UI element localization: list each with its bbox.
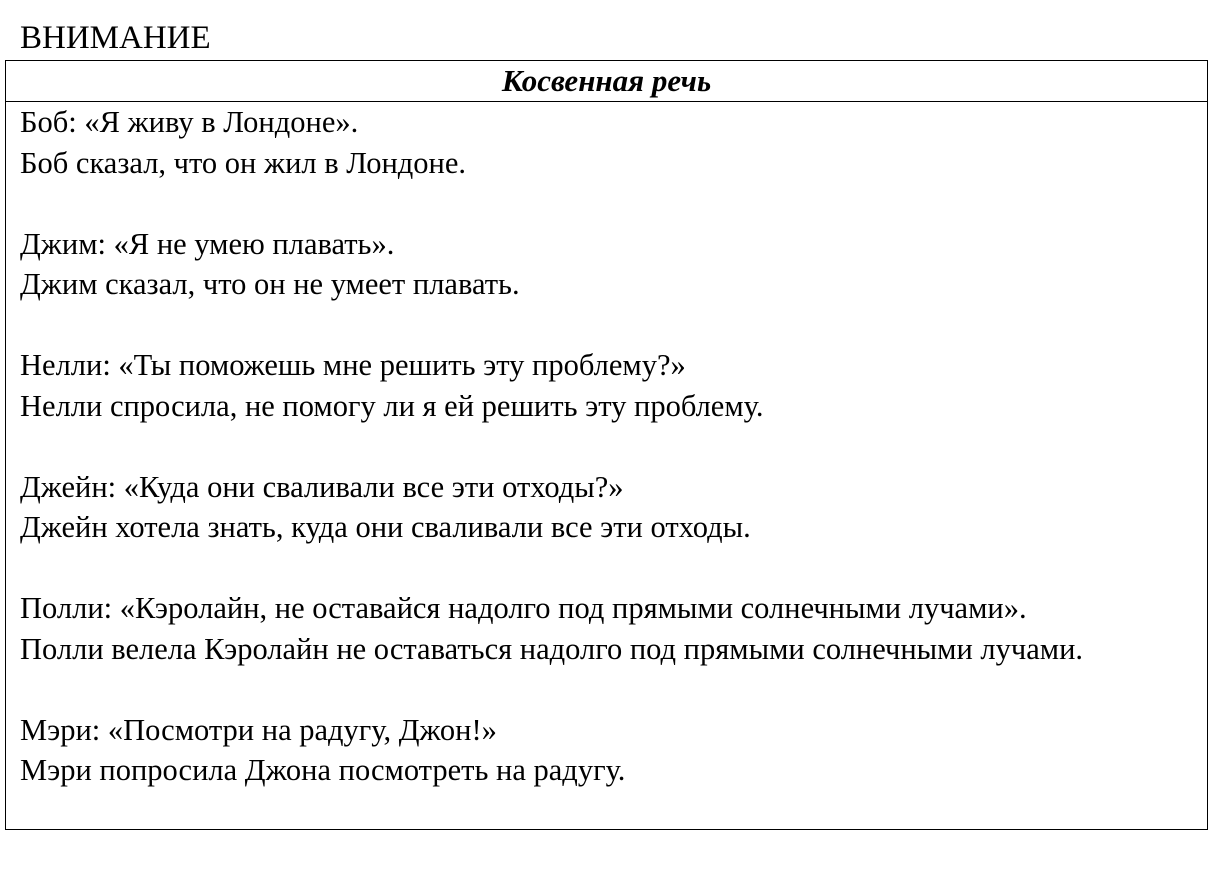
direct-speech: Мэри: «Посмотри на радугу, Джон!»	[20, 712, 497, 747]
indirect-speech-box	[5, 60, 1208, 830]
example-item	[20, 710, 1207, 791]
page-heading: ВНИМАНИЕ	[20, 20, 211, 56]
example-item	[20, 345, 1207, 426]
reported-speech: Полли велела Кэролайн не оставаться надолго под прямыми солнечными лучами.	[20, 631, 1084, 666]
example-item	[20, 588, 1207, 669]
example-item	[20, 102, 1207, 183]
reported-speech: Боб сказал, что он жил в Лондоне.	[20, 145, 467, 180]
direct-speech: Джим: «Я не умею плавать».	[20, 226, 395, 261]
direct-speech: Боб: «Я живу в Лондоне».	[20, 105, 359, 139]
direct-speech: Джейн: «Куда они сваливали все эти отходы?»	[20, 469, 624, 504]
example-item	[20, 224, 1207, 305]
reported-speech: Нелли спросила, не помогу ли я ей решить эту проблему.	[20, 388, 764, 423]
example-item	[20, 467, 1207, 548]
direct-speech: Нелли: «Ты поможешь мне решить эту проблему?»	[20, 348, 686, 382]
box-title: Косвенная речь	[6, 61, 1207, 102]
reported-speech: Джим сказал, что он не умеет плавать.	[20, 267, 520, 301]
examples-list	[6, 102, 1207, 791]
direct-speech: Полли: «Кэролайн, не оставайся надолго под прямыми солнечными лучами».	[20, 591, 1027, 625]
reported-speech: Мэри попросила Джона посмотреть на радугу.	[20, 753, 626, 787]
reported-speech: Джейн хотела знать, куда они сваливали все эти отходы.	[20, 510, 751, 544]
